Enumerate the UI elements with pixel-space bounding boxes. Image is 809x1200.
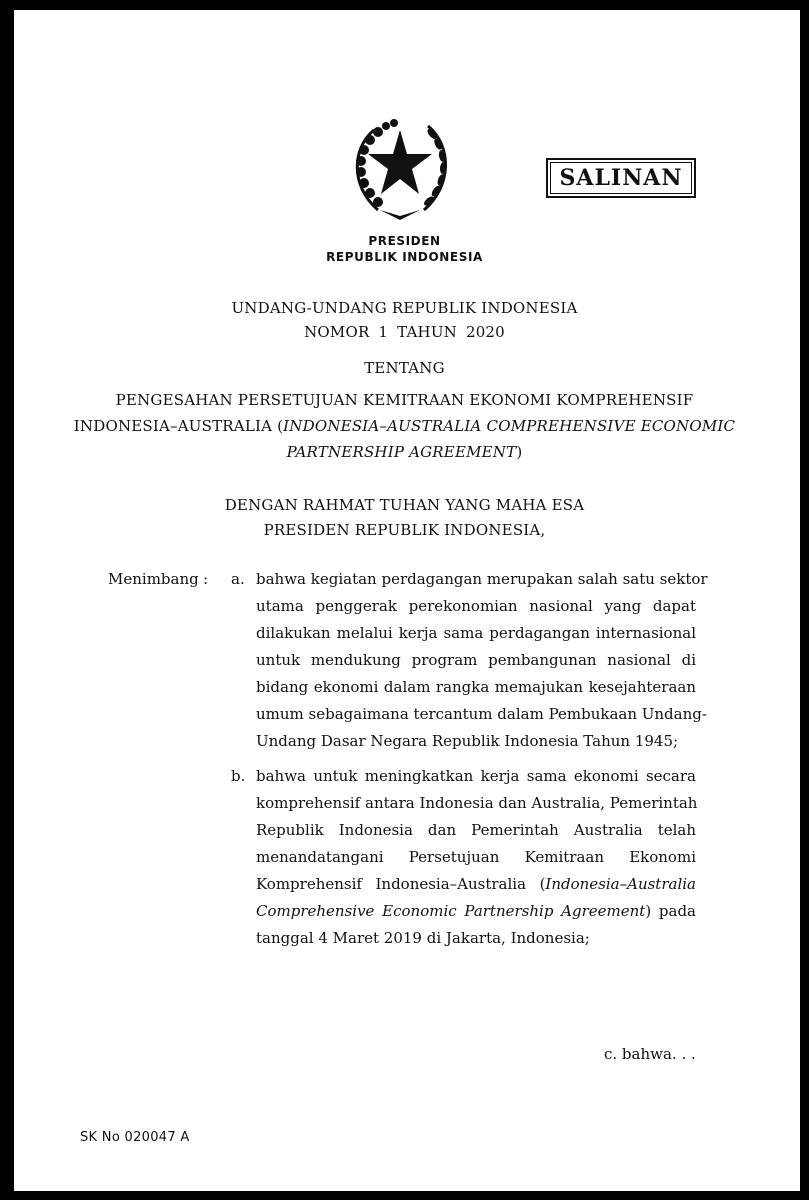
copy-stamp xyxy=(546,158,696,198)
item-a-line: bahwa kegiatan perdagangan merupakan salah satu sektor xyxy=(256,570,708,588)
border-left xyxy=(0,0,14,1200)
law-subject-line-2: INDONESIA–AUSTRALIA (INDONESIA–AUSTRALIA COMPREHENSIVE ECONOMIC xyxy=(73,417,736,435)
garuda-star-emblem-icon xyxy=(344,116,456,224)
item-a-line: dilakukan melalui kerja sama perdagangan internasional xyxy=(256,624,696,642)
item-a-letter: a. xyxy=(231,570,245,588)
copy-stamp-label: SALINAN xyxy=(550,162,692,194)
law-subject-line-1: PENGESAHAN PERSETUJUAN KEMITRAAN EKONOMI KOMPREHENSIF xyxy=(115,391,694,409)
considering-colon: : xyxy=(203,570,209,588)
invocation-line-2: PRESIDEN REPUBLIK INDONESIA, xyxy=(263,521,546,539)
law-number: NOMOR 1 TAHUN 2020 xyxy=(304,323,505,341)
item-a-line: umum sebagaimana tercantum dalam Pembukaan Undang- xyxy=(256,705,707,723)
item-a-line: Undang Dasar Negara Republik Indonesia Tahun 1945; xyxy=(256,732,679,750)
continuation-marker: c. bahwa. . . xyxy=(604,1045,696,1063)
item-b-line: Republik Indonesia dan Pemerintah Australia telah xyxy=(256,821,696,839)
sk-serial-number: SK No 020047 A xyxy=(80,1130,190,1145)
item-b-line: tanggal 4 Maret 2019 di Jakarta, Indonesia; xyxy=(256,929,590,947)
item-a-line: bidang ekonomi dalam rangka memajukan kesejahteraan xyxy=(256,678,696,696)
item-b-line: Comprehensive Economic Partnership Agreement) pada xyxy=(256,902,696,920)
law-title: UNDANG-UNDANG REPUBLIK INDONESIA xyxy=(231,299,578,317)
law-subject-line-3: PARTNERSHIP AGREEMENT) xyxy=(286,443,523,461)
item-b-line: Komprehensif Indonesia–Australia (Indonesia–Australia xyxy=(256,875,696,893)
item-b-line: bahwa untuk meningkatkan kerja sama ekonomi secara xyxy=(256,767,696,785)
border-bottom xyxy=(0,1191,809,1200)
issuer-title: PRESIDEN xyxy=(368,234,441,248)
border-right xyxy=(800,0,809,1200)
law-about: TENTANG xyxy=(364,359,445,377)
item-a-line: utama penggerak perekonomian nasional yang dapat xyxy=(256,597,696,615)
border-top xyxy=(0,0,809,10)
item-b-letter: b. xyxy=(231,767,246,785)
item-a-line: untuk mendukung program pembangunan nasional di xyxy=(256,651,696,669)
invocation-line-1: DENGAN RAHMAT TUHAN YANG MAHA ESA xyxy=(224,496,585,514)
item-b-line: komprehensif antara Indonesia dan Australia, Pemerintah xyxy=(256,794,698,812)
item-b-line: menandatangani Persetujuan Kemitraan Ekonomi xyxy=(256,848,696,866)
issuer-country: REPUBLIK INDONESIA xyxy=(326,250,483,264)
considering-label: Menimbang xyxy=(108,570,199,588)
